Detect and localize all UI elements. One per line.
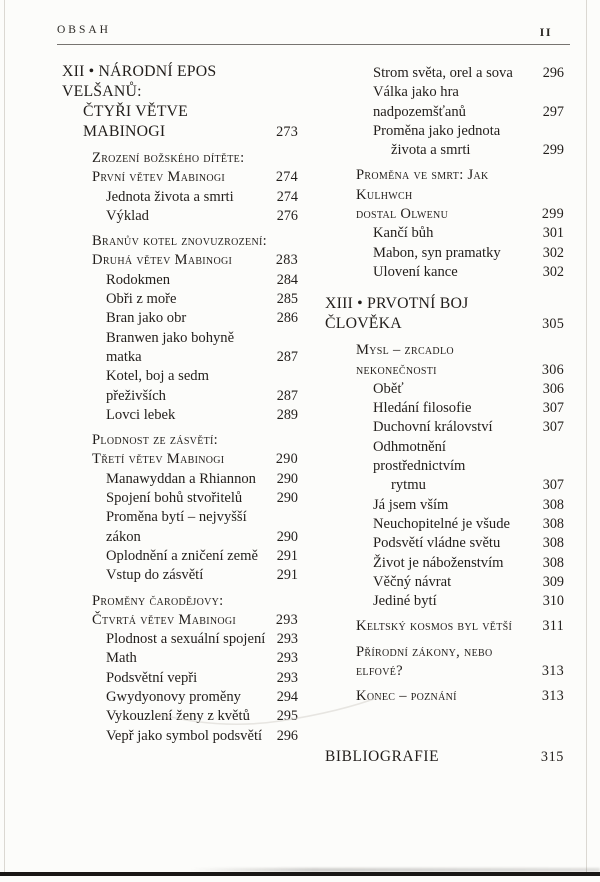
toc-entry <box>62 547 298 566</box>
toc-entry-title <box>106 489 272 508</box>
toc-entry-page: 274 <box>276 188 298 205</box>
toc-entry-title <box>106 630 272 649</box>
toc-entry <box>325 418 564 437</box>
toc-entry-line: ČTYŘI VĚTVE MABINOGI <box>83 103 189 140</box>
toc-entry-page: 293 <box>276 650 298 667</box>
toc-entry <box>325 592 564 611</box>
toc-entry-page: 289 <box>276 406 298 423</box>
toc-entry-line: Strom světa, orel a sova <box>373 65 513 81</box>
toc-entry-page: 307 <box>542 419 564 436</box>
toc-entry <box>62 406 298 425</box>
toc-entry-line: Keltský kosmos byl větší <box>356 618 513 635</box>
toc-entry <box>325 438 564 496</box>
toc-entry-title <box>62 62 271 142</box>
toc-entry-page: 308 <box>542 515 564 532</box>
toc-entry-title <box>106 406 272 425</box>
toc-entry-line: Jednota života a smrti <box>106 188 234 205</box>
toc-entry-page: 302 <box>542 263 564 280</box>
running-head-page-number: II <box>539 25 552 39</box>
toc-entry <box>325 263 564 282</box>
toc-entry-title <box>106 508 272 547</box>
toc-entry-title <box>373 380 538 399</box>
toc-entry-line: Válka jako hra nadpozemšťanů <box>373 84 466 120</box>
toc-entry-page: 301 <box>542 225 564 242</box>
toc-entry <box>325 496 564 515</box>
toc-entry-title <box>373 224 538 243</box>
toc-entry-title <box>356 643 537 682</box>
toc-entry-line: Druhá větev Mabinogi <box>92 252 233 269</box>
running-head-rule <box>57 44 570 45</box>
toc-entry-line: Oběť <box>373 380 404 397</box>
toc-entry <box>62 207 298 226</box>
toc-entry-page: 283 <box>275 252 298 269</box>
toc-entry-page: 315 <box>540 748 564 765</box>
toc-entry-title <box>373 592 538 611</box>
toc-entry-page: 295 <box>276 708 298 725</box>
toc-entry-page: 276 <box>276 207 298 224</box>
toc-entry-page: 297 <box>542 103 564 120</box>
toc-entry <box>62 232 298 271</box>
toc-entry <box>325 573 564 592</box>
toc-entry-line: Spojení bohů stvořitelů <box>106 490 243 507</box>
toc-entry-line: Třetí větev Mabinogi <box>92 451 225 468</box>
toc-entry-title <box>373 496 538 515</box>
toc-entry-page: 299 <box>542 142 564 159</box>
toc-entry-title <box>356 341 537 380</box>
toc-entry-line: Proměna ve smrt: Jak Kulhwch <box>356 167 489 203</box>
toc-entry <box>62 309 298 328</box>
toc-entry-line: Mysl – zrcadlo nekonečnosti <box>356 342 454 378</box>
toc-entry-page: 308 <box>542 554 564 571</box>
toc-entry-title <box>373 515 538 534</box>
toc-entry-page: 290 <box>275 451 298 468</box>
toc-entry-line: Obři z moře <box>106 291 177 308</box>
toc-left-column <box>62 62 298 746</box>
toc-entry-line: Kančí bůh <box>373 225 434 242</box>
toc-entry-title <box>325 747 536 767</box>
toc-entry-page: 308 <box>542 496 564 513</box>
toc-entry-line: Vstup do zásvětí <box>106 567 204 584</box>
toc-entry <box>62 271 298 290</box>
toc-entry <box>325 534 564 553</box>
toc-entry-line: Mabon, syn pramatky <box>373 244 501 261</box>
toc-entry-title <box>92 232 271 271</box>
toc-entry-page: 306 <box>541 361 564 378</box>
toc-entry-title <box>106 309 272 328</box>
toc-entry <box>62 149 298 188</box>
toc-entry-line: Podsvětí vládne světu <box>373 535 501 552</box>
toc-entry-line: Branwen jako bohyně matka <box>106 329 235 365</box>
toc-entry-page: 305 <box>542 316 564 333</box>
toc-entry-page: 293 <box>276 669 298 686</box>
toc-entry <box>325 643 564 682</box>
toc-entry-title <box>373 534 538 553</box>
toc-entry-line: Jediné bytí <box>373 593 437 610</box>
toc-entry-page: 307 <box>542 400 564 417</box>
toc-entry-page: 287 <box>276 387 298 404</box>
toc-entry-line: Přírodní zákony, nebo elfové? <box>356 643 493 680</box>
toc-entry-title <box>373 263 538 282</box>
toc-entry-line: Zrození božského dítěte: <box>92 150 245 166</box>
toc-entry <box>62 508 298 547</box>
paper-edge-right <box>586 0 587 876</box>
toc-entry-title <box>373 438 538 496</box>
toc-entry-page: 311 <box>542 618 564 635</box>
toc-entry <box>325 122 564 161</box>
toc-entry <box>62 431 298 470</box>
toc-entry-page: 273 <box>276 124 298 140</box>
toc-entry-title <box>356 166 537 224</box>
toc-entry-page: 290 <box>276 528 298 545</box>
toc-entry-line: Čtvrtá větev Mabinogi <box>92 611 237 628</box>
toc-entry <box>325 380 564 399</box>
toc-entry-title <box>373 83 538 122</box>
toc-entry <box>325 554 564 573</box>
toc-entry <box>62 649 298 668</box>
toc-entry-title <box>106 290 272 309</box>
toc-entry-line: Hledání filosofie <box>373 400 472 417</box>
toc-entry <box>325 515 564 534</box>
toc-entry-line: Odhmotnění prostřednictvím <box>373 438 466 475</box>
toc-entry <box>325 83 564 122</box>
toc-entry-line: Duchovní království <box>373 419 493 436</box>
toc-entry-title <box>92 149 271 188</box>
toc-entry-page: 274 <box>275 169 298 186</box>
toc-entry-page: 302 <box>542 244 564 261</box>
toc-entry-line: Proměna jako jednota <box>373 122 501 139</box>
toc-entry <box>62 367 298 406</box>
toc-entry-line: Konec – poznání <box>356 688 457 705</box>
toc-entry-title <box>373 122 538 161</box>
toc-entry-title <box>106 188 272 207</box>
paper-edge-left <box>4 0 5 876</box>
toc-entry <box>325 166 564 224</box>
toc-entry-page: 307 <box>542 477 564 494</box>
toc-entry-page: 296 <box>276 727 298 744</box>
toc-entry-page: 294 <box>276 689 298 706</box>
toc-entry-title <box>373 573 538 592</box>
toc-entry <box>325 224 564 243</box>
toc-entry-title <box>373 399 538 418</box>
toc-entry <box>62 566 298 585</box>
toc-entry <box>62 329 298 368</box>
toc-entry-line: Věčný návrat <box>373 573 452 590</box>
scan-bottom-edge <box>0 872 600 876</box>
toc-entry-line: Manawyddan a Rhiannon <box>106 470 256 487</box>
toc-entry-line: BIBLIOGRAFIE <box>325 747 440 765</box>
toc-entry-line: Neuchopitelné je všude <box>373 515 510 532</box>
running-head-title: OBSAH <box>57 24 111 36</box>
toc-entry-page: 290 <box>276 490 298 507</box>
toc-entry-title <box>106 470 272 489</box>
toc-entry <box>62 290 298 309</box>
toc-entry <box>62 592 298 631</box>
toc-entry-page: 310 <box>542 593 564 610</box>
toc-entry-page: 291 <box>276 567 298 584</box>
toc-entry-page: 313 <box>541 688 564 705</box>
toc-entry-line: Proměna bytí – nejvyšší zákon <box>106 509 247 545</box>
toc-entry <box>325 64 564 83</box>
toc-entry-title <box>106 329 272 368</box>
toc-entry-line: Plodnost ze zásvětí: <box>92 432 219 449</box>
toc-entry-title <box>106 566 272 585</box>
toc-entry <box>325 341 564 380</box>
toc-entry <box>325 747 564 767</box>
toc-entry-title <box>106 271 272 290</box>
toc-entry-page: 293 <box>276 631 298 648</box>
toc-entry <box>62 62 298 142</box>
toc-entry-line: Oplodnění a zničení země <box>106 547 258 564</box>
toc-entry-page: 285 <box>276 291 298 308</box>
toc-entry-page: 287 <box>276 348 298 365</box>
toc-entry <box>325 399 564 418</box>
toc-entry-line: Vykouzlení ženy z květů <box>106 708 250 725</box>
toc-entry-line: Gwydyonovy proměny <box>106 689 241 706</box>
toc-entry-line: XIII • PRVOTNÍ BOJ ČLOVĚKA <box>325 295 469 333</box>
toc-entry-line: rytmu <box>391 477 426 494</box>
toc-entry <box>62 669 298 688</box>
toc-entry-title <box>373 554 538 573</box>
toc-entry-line: Podsvětní vepři <box>106 669 198 686</box>
toc-entry-line: života a smrti <box>391 142 471 159</box>
toc-entry-line: Bran jako obr <box>106 310 187 327</box>
scan-crease-artifact <box>150 688 390 738</box>
toc-entry-title <box>325 294 537 334</box>
running-head <box>57 24 570 39</box>
toc-entry-line: Ulovení kance <box>373 263 458 280</box>
toc-entry-page: 293 <box>275 611 298 628</box>
toc-entry-page: 309 <box>542 573 564 590</box>
toc-entry-page: 286 <box>276 310 298 327</box>
toc-entry-title <box>106 207 272 226</box>
toc-entry <box>62 489 298 508</box>
toc-entry <box>62 630 298 649</box>
toc-entry-title <box>92 431 271 470</box>
toc-entry <box>325 244 564 263</box>
toc-entry-line: Já jsem vším <box>373 496 449 513</box>
toc-entry-page: 284 <box>276 271 298 288</box>
toc-entry-page: 313 <box>541 663 564 680</box>
toc-entry-title <box>106 547 272 566</box>
toc-entry-page: 299 <box>541 206 564 223</box>
toc-entry-title <box>106 669 272 688</box>
toc-entry-line: Plodnost a sexuální spojení <box>106 631 266 648</box>
toc-entry-line: Lovci lebek <box>106 406 176 423</box>
toc-entry-title <box>92 592 271 631</box>
toc-entry-page: 291 <box>276 547 298 564</box>
toc-entry-line: Branův kotel znovuzrození: <box>92 233 267 250</box>
toc-entry-line: Výklad <box>106 207 149 224</box>
toc-entry-page: 296 <box>542 65 564 81</box>
toc-entry-line: Rodokmen <box>106 271 171 288</box>
toc-entry-line: Vepř jako symbol podsvětí <box>106 727 263 744</box>
toc-entry-title <box>106 367 272 406</box>
toc-entry-line: Život je náboženstvím <box>373 554 504 571</box>
toc-entry <box>325 294 564 334</box>
toc-entry-title <box>106 649 272 668</box>
toc-entry-page: 306 <box>542 380 564 397</box>
toc-entry-line: První větev Mabinogi <box>92 169 226 186</box>
toc-entry <box>62 470 298 489</box>
toc-entry-title <box>356 617 537 636</box>
toc-entry <box>62 188 298 207</box>
toc-entry-line: Proměny čarodějovy: <box>92 592 224 609</box>
toc-entry-line: Math <box>106 650 137 667</box>
toc-entry-title <box>373 64 538 83</box>
toc-entry-line: XII • NÁRODNÍ EPOS VELŠANŮ: <box>62 63 217 100</box>
toc-entry-page: 290 <box>276 470 298 487</box>
toc-entry-title <box>373 418 538 437</box>
toc-entry-line: Kotel, boj a sedm přeživších <box>106 368 209 404</box>
toc-entry-page: 308 <box>542 535 564 552</box>
toc-entry <box>325 617 564 636</box>
toc-entry-line: dostal Olwenu <box>356 206 449 223</box>
toc-right-column <box>325 64 564 767</box>
toc-entry-title <box>373 244 538 263</box>
